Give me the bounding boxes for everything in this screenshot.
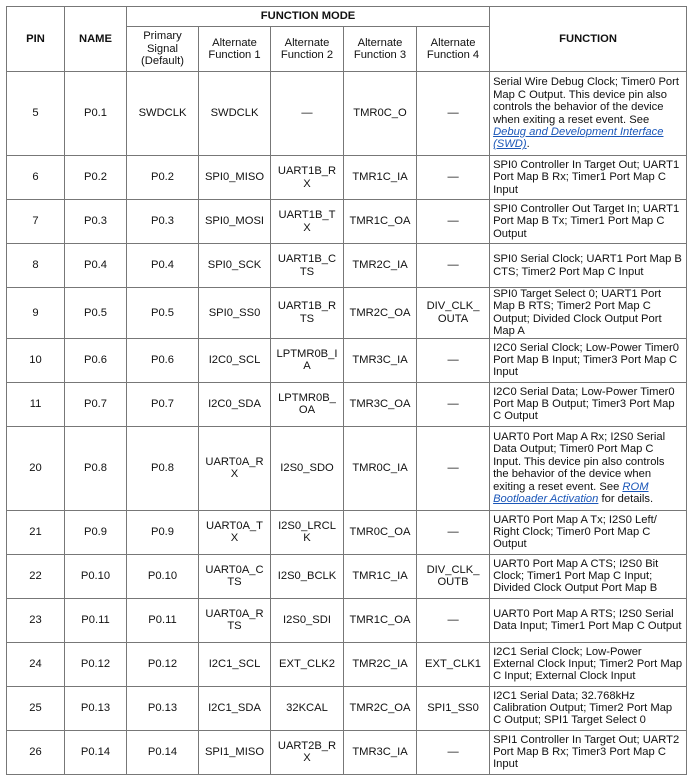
alt-function-3-cell: TMR1C_OA (344, 598, 417, 642)
name-cell: P0.6 (65, 338, 127, 382)
alt-function-2-cell: UART1B_R X (271, 156, 344, 200)
alt-function-3-cell: TMR1C_IA (344, 554, 417, 598)
primary-signal-cell: P0.7 (127, 382, 199, 426)
name-cell: P0.14 (65, 730, 127, 774)
alt-function-3-cell: TMR2C_IA (344, 642, 417, 686)
alt-function-3-cell: TMR3C_IA (344, 730, 417, 774)
alt-function-4-cell: — (417, 426, 490, 510)
table-row (7, 338, 687, 382)
alt-function-2-cell: I2S0_SDI (271, 598, 344, 642)
alt-function-3-cell: TMR0C_OA (344, 510, 417, 554)
alt-function-1-cell: SPI0_SS0 (199, 288, 271, 339)
function-text: Serial Wire Debug Clock; Timer0 Port Map C Output. This device pin also controls the behavior of the device when exiting a reset event. See (493, 76, 679, 126)
name-cell: P0.1 (65, 72, 127, 156)
function-description-cell (490, 72, 687, 156)
function-description-cell (490, 686, 687, 730)
name-cell: P0.10 (65, 554, 127, 598)
pin-cell: 5 (7, 72, 65, 156)
alt-function-4-cell: — (417, 598, 490, 642)
function-text-tail: . (526, 138, 530, 151)
table-row (7, 200, 687, 244)
function-description-cell (490, 244, 687, 288)
table-row (7, 554, 687, 598)
function-text: SPI1 Controller In Target Out; UART2 Port Map B Rx; Timer3 Port Map C Input (493, 733, 680, 771)
pin-cell: 24 (7, 642, 65, 686)
alt-function-4-cell: EXT_CLK1 (417, 642, 490, 686)
alt-function-4-cell: — (417, 156, 490, 200)
alt-function-1-cell: SPI0_SCK (199, 244, 271, 288)
alt-function-3-cell: TMR3C_IA (344, 338, 417, 382)
function-doc-link[interactable]: Debug and Development Interface (SWD) (493, 125, 664, 151)
primary-signal-cell: P0.9 (127, 510, 199, 554)
name-cell: P0.2 (65, 156, 127, 200)
primary-signal-cell: P0.5 (127, 288, 199, 339)
function-description-cell (490, 642, 687, 686)
primary-signal-cell: P0.13 (127, 686, 199, 730)
table-row (7, 382, 687, 426)
alt-function-4-cell: — (417, 72, 490, 156)
pin-cell: 20 (7, 426, 65, 510)
pin-cell: 8 (7, 244, 65, 288)
alt-function-3-cell: TMR3C_OA (344, 382, 417, 426)
function-description-cell (490, 598, 687, 642)
alt-function-2-cell: LPTMR0B_I A (271, 338, 344, 382)
alt-function-3-cell: TMR2C_OA (344, 686, 417, 730)
alt-function-4-cell: SPI1_SS0 (417, 686, 490, 730)
name-header: NAME (65, 7, 127, 72)
alt-function-3-cell: TMR0C_O (344, 72, 417, 156)
pin-rows (7, 72, 687, 775)
function-description-cell (490, 426, 687, 510)
alt-function-1-cell: SPI1_MISO (199, 730, 271, 774)
alt-function-4-cell: DIV_CLK_ OUTA (417, 288, 490, 339)
alt-function-2-cell: I2S0_SDO (271, 426, 344, 510)
alt-function-3-cell: TMR1C_OA (344, 200, 417, 244)
pin-cell: 10 (7, 338, 65, 382)
function-doc-link[interactable]: ROM Bootloader Activation (493, 480, 649, 505)
alt-function-2-cell: UART1B_T X (271, 200, 344, 244)
alt-function-1-cell: I2C1_SDA (199, 686, 271, 730)
function-text: UART0 Port Map A Rx; I2S0 Serial Data Output; Timer0 Port Map C Input. This device pin also controls the behavior of the device when exiting a reset event. See (493, 430, 666, 493)
table-row (7, 642, 687, 686)
table-row (7, 244, 687, 288)
alt-function-1-cell: I2C1_SCL (199, 642, 271, 686)
table-row (7, 72, 687, 156)
function-description-cell (490, 200, 687, 244)
table-row (7, 686, 687, 730)
primary-signal-cell: P0.4 (127, 244, 199, 288)
pin-cell: 22 (7, 554, 65, 598)
primary-signal-cell: P0.2 (127, 156, 199, 200)
alt-function-2-cell: EXT_CLK2 (271, 642, 344, 686)
alt-function-1-cell: SWDCLK (199, 72, 271, 156)
pin-cell: 23 (7, 598, 65, 642)
function-text: SPI0 Serial Clock; UART1 Port Map B CTS; Timer2 Port Map C Input (493, 253, 682, 278)
alt-function-4-cell: — (417, 200, 490, 244)
primary-signal-cell: P0.14 (127, 730, 199, 774)
function-description-cell (490, 730, 687, 774)
alt-function-3-cell: TMR0C_IA (344, 426, 417, 510)
alt-function-2-cell: I2S0_LRCL K (271, 510, 344, 554)
name-cell: P0.11 (65, 598, 127, 642)
alt-function-1-cell: UART0A_R X (199, 426, 271, 510)
function-text: I2C1 Serial Clock; Low-Power External Clock Input; Timer2 Port Map C Input; External Clock Input (493, 645, 683, 683)
pin-cell: 6 (7, 156, 65, 200)
primary-signal-header: Primary Signal (Default) (127, 27, 199, 72)
name-cell: P0.8 (65, 426, 127, 510)
function-text: SPI0 Target Select 0; UART1 Port Map B RTS; Timer2 Port Map C Output; Divided Clock Output Port Map A (493, 288, 662, 338)
alt-function-1-cell: I2C0_SDA (199, 382, 271, 426)
table-row (7, 156, 687, 200)
alt-function-3-cell: TMR2C_OA (344, 288, 417, 339)
function-text: I2C1 Serial Data; 32.768kHz Calibration Output; Timer2 Port Map C Output; SPI1 Target Select 0 (493, 689, 673, 727)
alt-function-2-cell: UART1B_R TS (271, 288, 344, 339)
function-mode-header: FUNCTION MODE (127, 7, 490, 27)
alt-function-3-cell: TMR1C_IA (344, 156, 417, 200)
table-row (7, 426, 687, 510)
primary-signal-cell: SWDCLK (127, 72, 199, 156)
pin-cell: 25 (7, 686, 65, 730)
primary-signal-cell: P0.8 (127, 426, 199, 510)
pin-cell: 9 (7, 288, 65, 339)
function-text: SPI0 Controller In Target Out; UART1 Port Map B Rx; Timer1 Port Map C Input (493, 158, 680, 196)
primary-signal-cell: P0.10 (127, 554, 199, 598)
function-description-cell (490, 382, 687, 426)
alt-function-2-cell: — (271, 72, 344, 156)
alt-function-2-cell: 32KCAL (271, 686, 344, 730)
function-text: I2C0 Serial Data; Low-Power Timer0 Port Map B Output; Timer3 Port Map C Output (493, 385, 675, 423)
alt-function-4-cell: — (417, 730, 490, 774)
alt-function-2-cell: I2S0_BCLK (271, 554, 344, 598)
primary-signal-cell: P0.11 (127, 598, 199, 642)
name-cell: P0.5 (65, 288, 127, 339)
primary-signal-cell: P0.6 (127, 338, 199, 382)
name-cell: P0.13 (65, 686, 127, 730)
table-row (7, 288, 687, 339)
alt-function-1-cell: UART0A_R TS (199, 598, 271, 642)
alt-function-4-cell: DIV_CLK_ OUTB (417, 554, 490, 598)
name-cell: P0.9 (65, 510, 127, 554)
alt-function-3-header: Alternate Function 3 (344, 27, 417, 72)
name-cell: P0.12 (65, 642, 127, 686)
alt-function-1-cell: I2C0_SCL (199, 338, 271, 382)
function-description-cell (490, 510, 687, 554)
function-header: FUNCTION (490, 7, 687, 72)
alt-function-4-cell: — (417, 510, 490, 554)
table-row (7, 598, 687, 642)
alt-function-2-header: Alternate Function 2 (271, 27, 344, 72)
pin-cell: 11 (7, 382, 65, 426)
alt-function-1-cell: SPI0_MOSI (199, 200, 271, 244)
pin-header: PIN (7, 7, 65, 72)
function-text: UART0 Port Map A CTS; I2S0 Bit Clock; Timer1 Port Map C Input; Divided Clock Output Port Map B (493, 557, 659, 595)
pin-function-table (6, 6, 687, 775)
function-text: UART0 Port Map A RTS; I2S0 Serial Data Input; Timer1 Port Map C Output (493, 607, 682, 633)
alt-function-1-cell: SPI0_MISO (199, 156, 271, 200)
function-text: I2C0 Serial Clock; Low-Power Timer0 Port Map B Input; Timer3 Port Map C Input (493, 341, 679, 379)
alt-function-1-header: Alternate Function 1 (199, 27, 271, 72)
alt-function-4-cell: — (417, 382, 490, 426)
table-row (7, 730, 687, 774)
alt-function-4-cell: — (417, 244, 490, 288)
function-description-cell (490, 156, 687, 200)
name-cell: P0.7 (65, 382, 127, 426)
alt-function-2-cell: LPTMR0B_ OA (271, 382, 344, 426)
primary-signal-cell: P0.3 (127, 200, 199, 244)
pin-cell: 26 (7, 730, 65, 774)
function-description-cell (490, 338, 687, 382)
pin-cell: 21 (7, 510, 65, 554)
alt-function-1-cell: UART0A_T X (199, 510, 271, 554)
function-description-cell (490, 554, 687, 598)
function-description-cell (490, 288, 687, 339)
alt-function-2-cell: UART1B_C TS (271, 244, 344, 288)
pin-cell: 7 (7, 200, 65, 244)
alt-function-4-cell: — (417, 338, 490, 382)
function-text: SPI0 Controller Out Target In; UART1 Port Map B Tx; Timer1 Port Map C Output (493, 202, 680, 240)
name-cell: P0.3 (65, 200, 127, 244)
function-text: UART0 Port Map A Tx; I2S0 Left/ Right Clock; Timer0 Port Map C Output (493, 513, 657, 551)
alt-function-3-cell: TMR2C_IA (344, 244, 417, 288)
function-text-tail: for details. (598, 492, 654, 505)
alt-function-2-cell: UART2B_R X (271, 730, 344, 774)
name-cell: P0.4 (65, 244, 127, 288)
alt-function-1-cell: UART0A_C TS (199, 554, 271, 598)
table-row (7, 510, 687, 554)
primary-signal-cell: P0.12 (127, 642, 199, 686)
alt-function-4-header: Alternate Function 4 (417, 27, 490, 72)
